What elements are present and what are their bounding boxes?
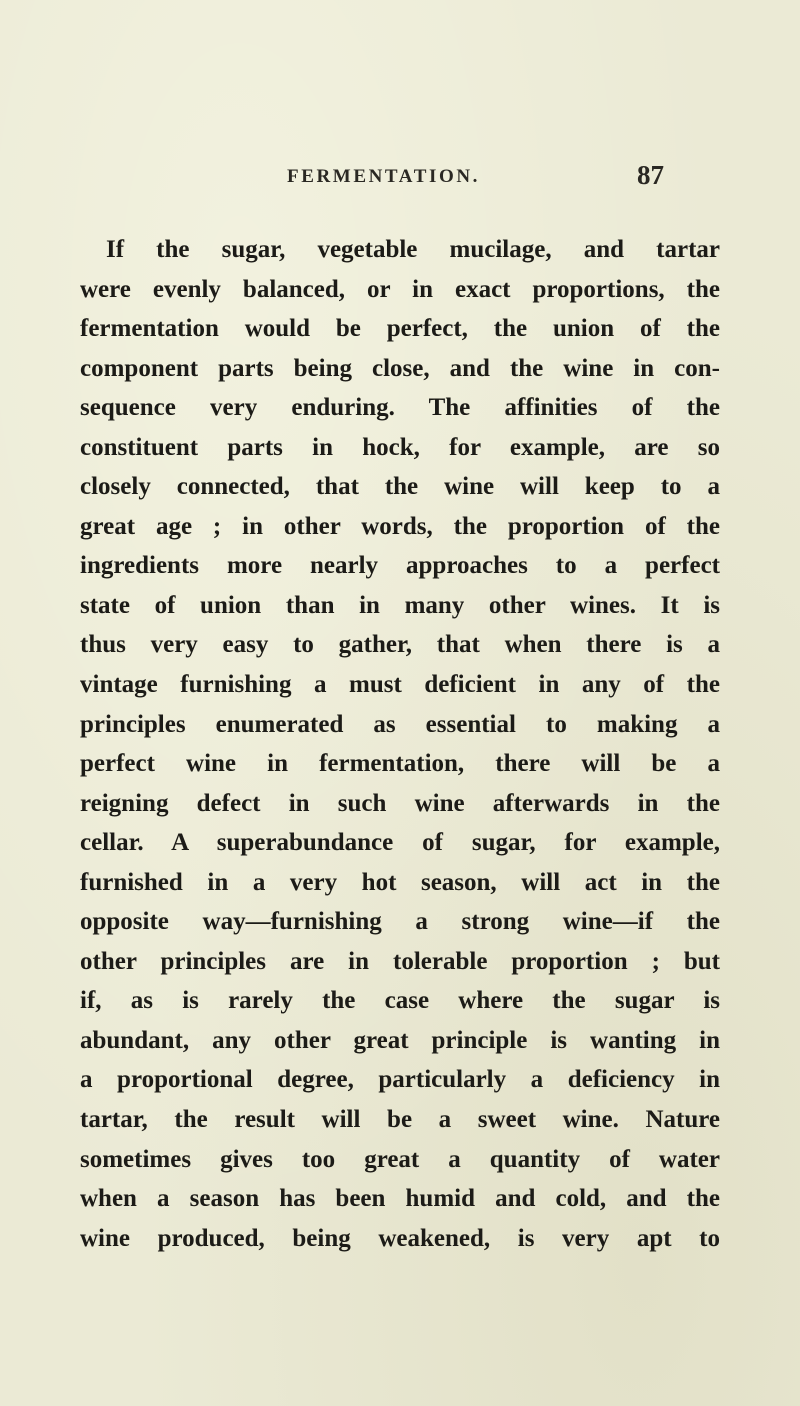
text-line: fermentation would be perfect, the union of the [80,315,720,343]
text-line: sequence very enduring. The affinities of the [80,394,720,422]
text-line: were evenly balanced, or in exact proportions, the [80,275,720,303]
text-line: vintage furnishing a must deficient in any of the [80,671,720,699]
text-line: cellar. A superabundance of sugar, for example, [80,829,720,857]
running-head-title: FERMENTATION. [287,166,481,187]
body-paragraph [80,230,720,1258]
text-line: sometimes gives too great a quantity of water [80,1145,720,1173]
text-line: wine produced, being weakened, is very apt to [80,1224,720,1252]
text-line: other principles are in tolerable proportion ; but [80,947,720,975]
text-line: great age ; in other words, the proportion of the [80,512,720,540]
text-line: constituent parts in hock, for example, are so [80,433,720,461]
text-line: ingredients more nearly approaches to a perfect [80,552,720,580]
text-line: abundant, any other great principle is wanting in [80,1026,720,1054]
text-line: If the sugar, vegetable mucilage, and tartar [106,236,720,263]
text-line: a proportional degree, particularly a deficiency in [80,1066,720,1094]
text-line: opposite way—furnishing a strong wine—if the [80,908,720,936]
text-line: if, as is rarely the case where the sugar is [80,987,720,1015]
text-line: tartar, the result will be a sweet wine. Nature [80,1106,720,1134]
text-line: when a season has been humid and cold, and the [80,1185,720,1213]
text-line: reigning defect in such wine afterwards in the [80,789,720,817]
page-number: 87 [637,160,664,190]
running-head [0,160,800,200]
text-line: component parts being close, and the wine in con- [80,354,720,382]
text-line: state of union than in many other wines. It is [80,591,720,619]
text-line: perfect wine in fermentation, there will be a [80,750,720,778]
text-line: thus very easy to gather, that when there is a [80,631,720,659]
text-line: furnished in a very hot season, will act in the [80,868,720,896]
text-line: closely connected, that the wine will keep to a [80,473,720,501]
text-line: principles enumerated as essential to making a [80,710,720,738]
